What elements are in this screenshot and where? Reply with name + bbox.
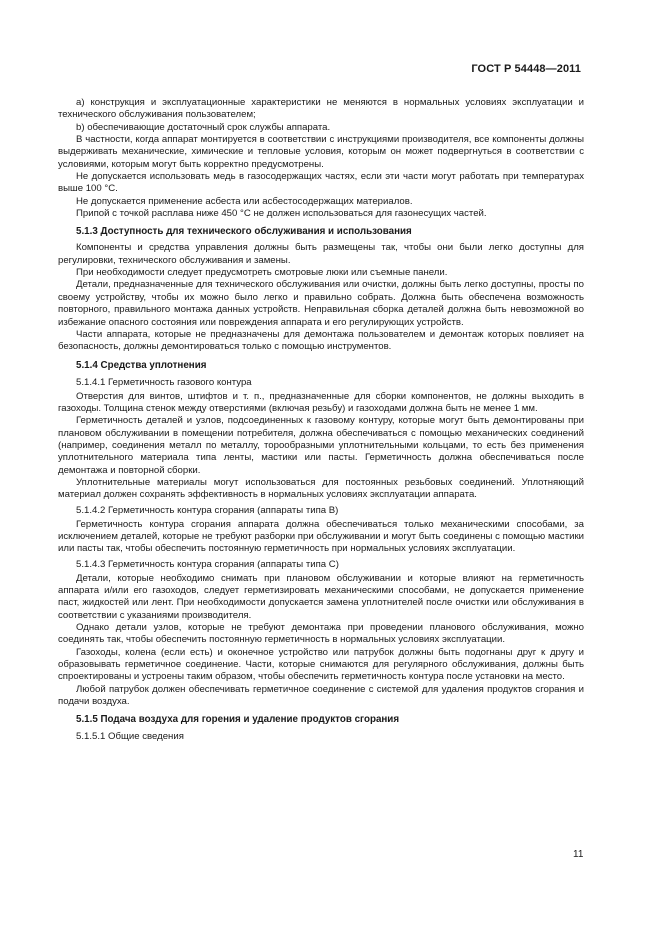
paragraph: При необходимости следует предусмотреть смотровые люки или съемные панели. xyxy=(76,267,448,279)
paragraph: Герметичность контура сгорания аппарата должна обеспечиваться только механическими способами, за исключением деталей, которые не требуют разборки при обслуживании и могут быть соединены с помощью мастики или пасты так, чтобы обеспечить постоянную герметичность при нормальных условиях эксплуатации. xyxy=(58,518,584,555)
section-heading-5-1-3: 5.1.3 Доступность для технического обслуживания и использования xyxy=(76,226,412,238)
paragraph: Детали, которые необходимо снимать при плановом обслуживании и которые влияют на герметичность аппарата и/или его газоходов, следует герметизировать механическими способами, не допускается применение паст, жидкостей или лент. При необходимости допускается замена уплотнителей после очистки или обслуживания в соответствии с указаниями производителя. xyxy=(58,572,584,621)
subsection-heading-5-1-4-1: 5.1.4.1 Герметичность газового контура xyxy=(76,376,252,388)
paragraph: Любой патрубок должен обеспечивать герметичное соединение с системой для удаления продуктов сгорания и подачи воздуха. xyxy=(58,683,584,708)
paragraph: Детали, предназначенные для технического обслуживания или очистки, должны быть легко доступны, просты по своему устройству, чтобы их можно было легко и правильно собрать. Должна быть обеспечена возможность повторного, правильного монтажа данных устройств. Неправильная сборка деталей должна быть невозможной во избежание опасного состояния или повреждения аппарата и его регулирующих устройств. xyxy=(58,279,584,328)
paragraph: Компоненты и средства управления должны быть размещены так, чтобы они были легко доступны для регулировки, технического обслуживания и замены. xyxy=(58,242,584,266)
subsection-heading-5-1-4-2: 5.1.4.2 Герметичность контура сгорания (аппараты типа В) xyxy=(76,504,339,516)
subsection-heading-5-1-5-1: 5.1.5.1 Общие сведения xyxy=(76,731,184,743)
subsection-heading-5-1-4-3: 5.1.4.3 Герметичность контура сгорания (аппараты типа С) xyxy=(76,558,339,570)
paragraph: Не допускается применение асбеста или асбестосодержащих материалов. xyxy=(76,195,413,207)
standard-number: ГОСТ Р 54448—2011 xyxy=(471,63,581,75)
paragraph: Герметичность деталей и узлов, подсоединенных к газовому контуру, которые могут быть демонтированы при плановом обслуживании в помещении потребителя, должна обеспечиваться с помощью механических соединений (например, соединения металл по металлу, торообразными уплотнительными кольцами, то есть без применения уплотнительного материала типа ленты, мастики или пасты. Герметичность должна обеспечиваться после демонтажа и повторной сборки. xyxy=(58,415,584,476)
paragraph: Отверстия для винтов, штифтов и т. п., предназначенные для сборки компонентов, не должны выходить в газоходы. Толщина стенок между отверстиями (включая резьбу) и газоходами должна быть не менее 1 мм. xyxy=(58,390,584,414)
page-number: 11 xyxy=(573,849,584,860)
paragraph: b) обеспечивающие достаточный срок службы аппарата. xyxy=(76,121,331,133)
paragraph: Уплотнительные материалы могут использоваться для постоянных резьбовых соединений. Уплотняющий материал должен сохранять эффективность в нормальных условиях эксплуатации аппарата. xyxy=(58,476,584,501)
paragraph: Однако детали узлов, которые не требуют демонтажа при проведении планового обслуживания, можно соединять так, чтобы обеспечить постоянную герметичность в нормальных условиях эксплуатации. xyxy=(58,622,584,646)
paragraph: Газоходы, колена (если есть) и оконечное устройство или патрубок должны быть подогнаны друг к другу и образовывать герметичное соединение. Части, которые снимаются для регулярного обслуживания, должны быть спроектированы и устроены таким образом, чтобы обеспечить герметичность контура после установки на место. xyxy=(58,646,584,683)
paragraph: Припой с точкой расплава ниже 450 °С не должен использоваться для газонесущих частей. xyxy=(76,208,487,220)
paragraph: В частности, когда аппарат монтируется в соответствии с инструкциями производителя, все компоненты должны выдерживать механические, химические и тепловые условия, которым он может подвергнуться в соответствии с условиями, которым могут быть корректно предусмотрены. xyxy=(58,134,584,170)
paragraph: Части аппарата, которые не предназначены для демонтажа пользователем и демонтаж которых повлияет на безопасность, должны демонтироваться только с помощью инструментов. xyxy=(58,328,584,353)
section-heading-5-1-5: 5.1.5 Подача воздуха для горения и удаление продуктов сгорания xyxy=(76,714,400,726)
paragraph: а) конструкция и эксплуатационные характеристики не меняются в нормальных условиях эксплуатации и технического обслуживания пользователем; xyxy=(58,97,584,121)
page-content xyxy=(58,97,584,745)
section-heading-5-1-4: 5.1.4 Средства уплотнения xyxy=(76,359,207,371)
paragraph: Не допускается использовать медь в газосодержащих частях, если эти части могут работать при температурах выше 100 °С. xyxy=(58,171,584,195)
